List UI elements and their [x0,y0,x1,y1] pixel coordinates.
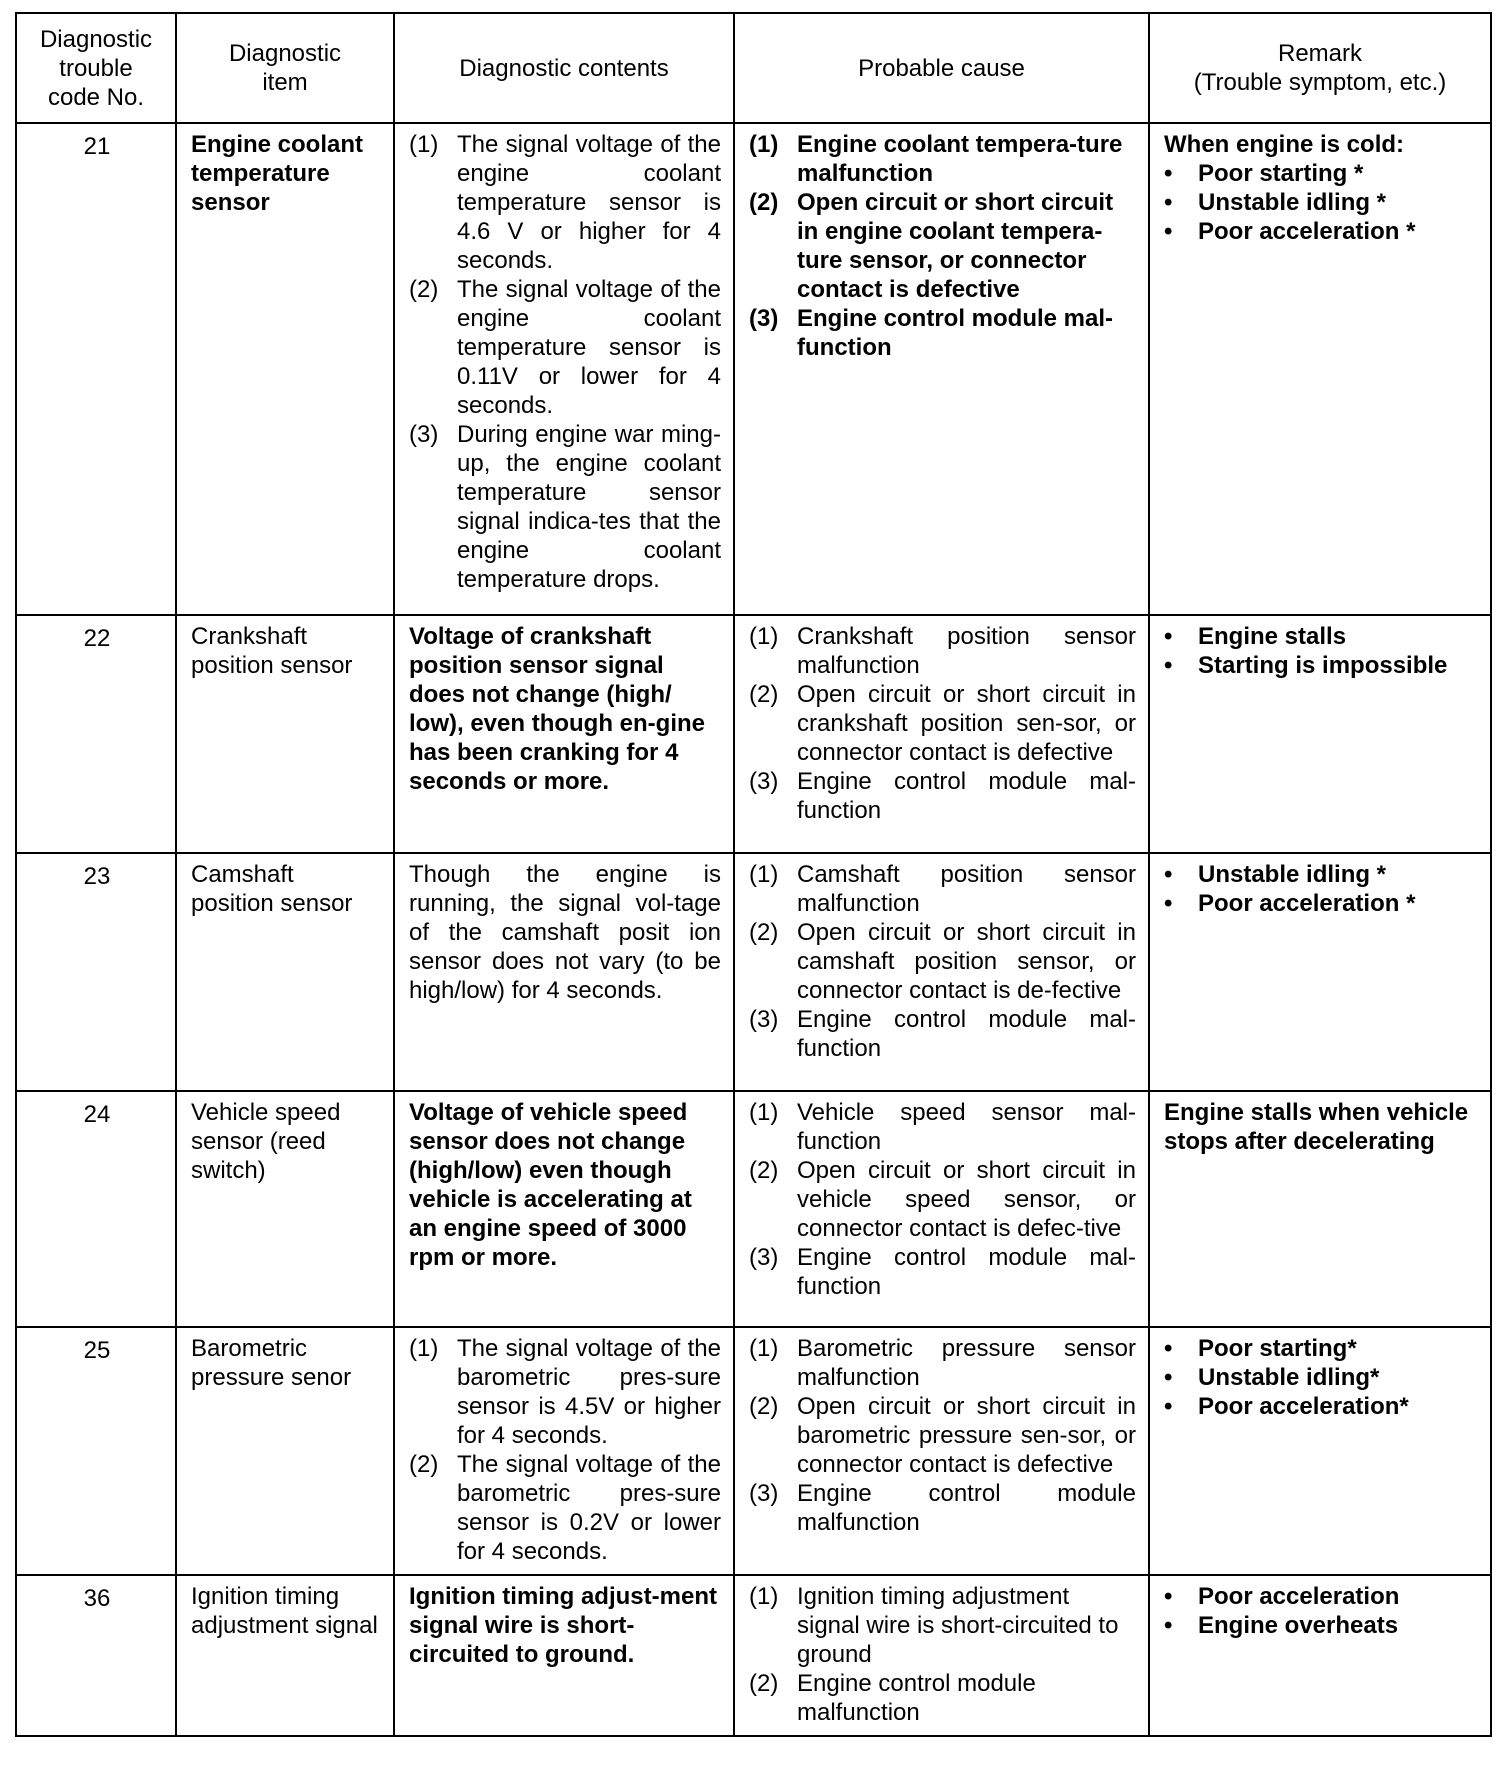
item-cell: Engine coolant temperature sensor [176,123,394,615]
cause-cell: (1) Vehicle speed sensor mal-function (2) Open circuit or short circuit in vehicle speed sensor, or connector contact is defec-tive (3) Engine control module mal-function [734,1091,1149,1327]
remark-cell: Engine stalls when vehicle stops after decelerating [1149,1091,1491,1327]
header-code: Diagnostic trouble code No. [16,13,176,123]
contents-cell: (1) The signal voltage of the barometric pres-sure sensor is 4.5V or higher for 4 seconds. (2) The signal voltage of the barometric pres-sure sensor is 0.2V or lower for 4 seconds. [394,1327,734,1575]
diagnostic-code-sheet [15,12,1490,1737]
cause-cell: (1) Ignition timing adjustment signal wire is short-circuited to ground (2) Engine control module malfunction [734,1575,1149,1736]
contents-cell: Voltage of vehicle speed sensor does not change (high/low) even though vehicle is accelerating at an engine speed of 3000 rpm or more. [394,1091,734,1327]
remark-cell: When engine is cold: • Poor starting * • Unstable idling * • Poor acceleration * [1149,123,1491,615]
header-item: Diagnostic item [176,13,394,123]
cause-cell: (1) Engine coolant tempera-ture malfunction (2) Open circuit or short circuit in engine coolant tempera-ture sensor, or connector contact is defective (3) Engine control module mal-function [734,123,1149,615]
remark-cell: • Poor acceleration • Engine overheats [1149,1575,1491,1736]
table-row [16,615,1491,853]
contents-cell: (1) The signal voltage of the engine coolant temperature sensor is 4.6 V or higher for 4 seconds. (2) The signal voltage of the engine coolant temperature sensor is 0.11V or lower for 4 seconds. (3) During engine war ming-up, the engine coolant temperature sensor signal indica-tes that the engine coolant temperature drops. [394,123,734,615]
code-cell: 36 [16,1575,176,1736]
item-cell: Vehicle speed sensor (reed switch) [176,1091,394,1327]
remark-cell: • Unstable idling * • Poor acceleration * [1149,853,1491,1091]
cause-cell: (1) Camshaft position sensor malfunction (2) Open circuit or short circuit in camshaft position sensor, or connector contact is de-fective (3) Engine control module mal-function [734,853,1149,1091]
contents-cell: Though the engine is running, the signal vol-tage of the camshaft posit ion sensor does not vary (to be high/low) for 4 seconds. [394,853,734,1091]
table-row [16,1327,1491,1575]
code-cell: 25 [16,1327,176,1575]
contents-cell: Voltage of crankshaft position sensor signal does not change (high/ low), even though en-gine has been cranking for 4 seconds or more. [394,615,734,853]
header-row [16,13,1491,123]
code-cell: 22 [16,615,176,853]
diagnostic-trouble-code-table [15,12,1492,1737]
cause-cell: (1) Crankshaft position sensor malfunction (2) Open circuit or short circuit in crankshaft position sen-sor, or connector contact is defective (3) Engine control module mal-function [734,615,1149,853]
item-cell: Ignition timing adjustment signal [176,1575,394,1736]
table-row [16,1091,1491,1327]
header-contents: Diagnostic contents [394,13,734,123]
table-row [16,1575,1491,1736]
table-row [16,853,1491,1091]
code-cell: 23 [16,853,176,1091]
table-row [16,123,1491,615]
item-cell: Camshaft position sensor [176,853,394,1091]
item-cell: Crankshaft position sensor [176,615,394,853]
header-cause: Probable cause [734,13,1149,123]
remark-cell: • Engine stalls • Starting is impossible [1149,615,1491,853]
code-cell: 24 [16,1091,176,1327]
contents-cell: Ignition timing adjust-ment signal wire is short-circuited to ground. [394,1575,734,1736]
remark-cell: • Poor starting* • Unstable idling* • Poor acceleration* [1149,1327,1491,1575]
item-cell: Barometric pressure senor [176,1327,394,1575]
cause-cell: (1) Barometric pressure sensor malfunction (2) Open circuit or short circuit in barometric pressure sen-sor, or connector contact is defective (3) Engine control module malfunction [734,1327,1149,1575]
header-remark: Remark (Trouble symptom, etc.) [1149,13,1491,123]
code-cell: 21 [16,123,176,615]
